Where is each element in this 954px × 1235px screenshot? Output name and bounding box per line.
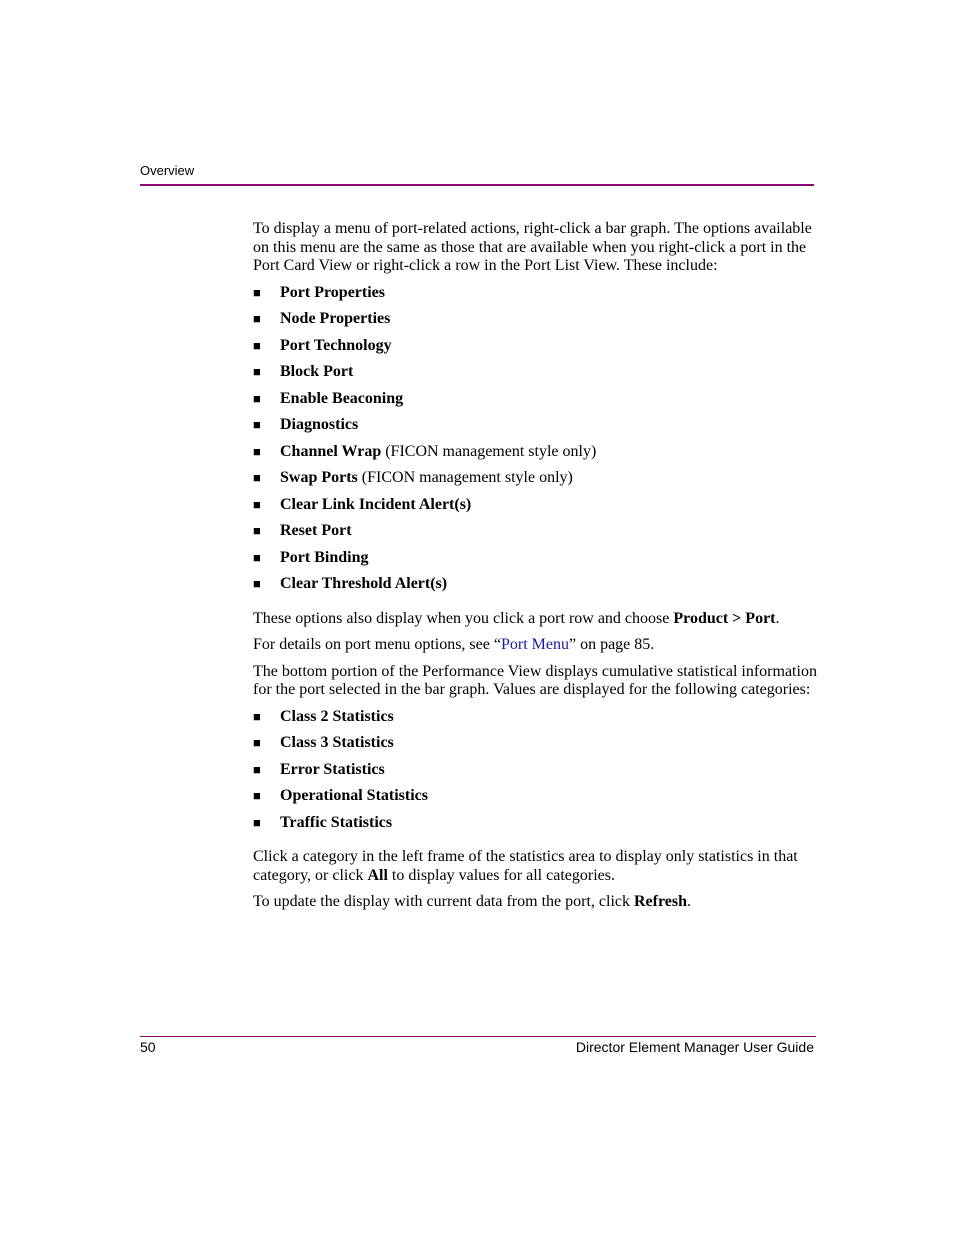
menu-option-item-note: (FICON management style only) <box>357 469 573 486</box>
bullet-square-icon: ■ <box>253 549 261 565</box>
menu-option-item-label: Block Port <box>280 363 354 380</box>
port-menu-options-list <box>253 284 818 602</box>
menu-option-item <box>253 337 818 364</box>
menu-path: Product > Port <box>673 609 776 627</box>
page-body <box>253 220 818 920</box>
page-number: 50 <box>140 1039 156 1055</box>
menu-option-item-label: Node Properties <box>280 310 391 327</box>
details-paragraph: For details on port menu options, see “Port Menu” on page 85. <box>253 636 655 653</box>
statistics-category-item <box>253 787 818 814</box>
menu-option-item <box>253 549 818 576</box>
statistics-intro-paragraph: The bottom portion of the Performance View displays cumulative statistical information for the port selected in the bar graph. Values are displayed for the following categories: <box>253 662 817 698</box>
statistics-category-item-label: Class 2 Statistics <box>280 707 394 725</box>
bullet-square-icon: ■ <box>253 708 261 724</box>
statistics-category-item <box>253 761 818 788</box>
bullet-square-icon: ■ <box>253 576 261 591</box>
menu-option-item <box>253 496 818 523</box>
bullet-square-icon: ■ <box>253 523 261 538</box>
statistics-category-item-label: Traffic Statistics <box>280 813 393 831</box>
statistics-category-item <box>253 734 818 761</box>
bullet-square-icon: ■ <box>253 443 261 459</box>
bullet-square-icon: ■ <box>253 761 261 777</box>
menu-option-item-label: Channel Wrap <box>280 442 382 460</box>
menu-option-item <box>253 310 818 337</box>
menu-option-item-label: Port Binding <box>280 548 369 566</box>
statistics-category-item-label: Error Statistics <box>280 760 385 778</box>
menu-option-item <box>253 469 818 496</box>
menu-option-item <box>253 522 818 549</box>
running-header: Overview <box>140 163 195 178</box>
statistics-category-item-label: Operational Statistics <box>280 787 428 804</box>
bullet-square-icon: ■ <box>253 470 261 485</box>
menu-option-item-label: Diagnostics <box>280 416 359 433</box>
category-paragraph: Click a category in the left frame of the statistics area to display only statistics in that category, or click All to display values for all categories. <box>253 848 798 884</box>
all-keyword: All <box>367 866 388 884</box>
menu-option-item <box>253 390 818 417</box>
header-rule <box>140 184 814 186</box>
menu-option-item-label: Port Properties <box>280 283 385 301</box>
intro-paragraph: To display a menu of port-related actions, right-click a bar graph. The options available on this menu are the same as those that are available when you right-click a port in the Port Card View or right-click a row in the Port List View. These include: <box>253 220 812 274</box>
bullet-square-icon: ■ <box>253 311 261 326</box>
menu-option-item-label: Clear Link Incident Alert(s) <box>280 495 472 513</box>
bullet-square-icon: ■ <box>253 284 261 300</box>
bullet-square-icon: ■ <box>253 788 261 803</box>
bullet-square-icon: ■ <box>253 496 261 512</box>
bullet-square-icon: ■ <box>253 417 261 432</box>
footer-rule <box>140 1036 816 1037</box>
menu-option-item-label: Enable Beaconing <box>280 389 404 407</box>
refresh-keyword: Refresh <box>633 893 688 910</box>
bullet-square-icon: ■ <box>253 364 261 379</box>
statistics-category-item-label: Class 3 Statistics <box>280 734 394 751</box>
menu-option-item-label: Clear Threshold Alert(s) <box>280 575 448 592</box>
statistics-category-item <box>253 708 818 735</box>
options-paragraph: These options also display when you click a port row and choose Product > Port. <box>253 609 780 627</box>
menu-option-item <box>253 416 818 443</box>
menu-option-item <box>253 284 818 311</box>
bullet-square-icon: ■ <box>253 814 261 830</box>
menu-option-item-label: Swap Ports <box>280 469 358 486</box>
menu-option-item-label: Port Technology <box>280 336 392 354</box>
bullet-square-icon: ■ <box>253 337 261 353</box>
menu-option-item <box>253 575 818 602</box>
statistics-category-item <box>253 814 818 841</box>
document-title: Director Element Manager User Guide <box>575 1039 814 1055</box>
port-menu-link[interactable]: Port Menu <box>500 636 569 653</box>
bullet-square-icon: ■ <box>253 735 261 750</box>
refresh-paragraph: To update the display with current data from the port, click Refresh. <box>253 893 692 910</box>
menu-option-item-note: (FICON management style only) <box>381 442 597 460</box>
menu-option-item <box>253 443 818 470</box>
statistics-categories-list <box>253 708 818 841</box>
menu-option-item-label: Reset Port <box>280 522 352 539</box>
bullet-square-icon: ■ <box>253 390 261 406</box>
menu-option-item <box>253 363 818 390</box>
